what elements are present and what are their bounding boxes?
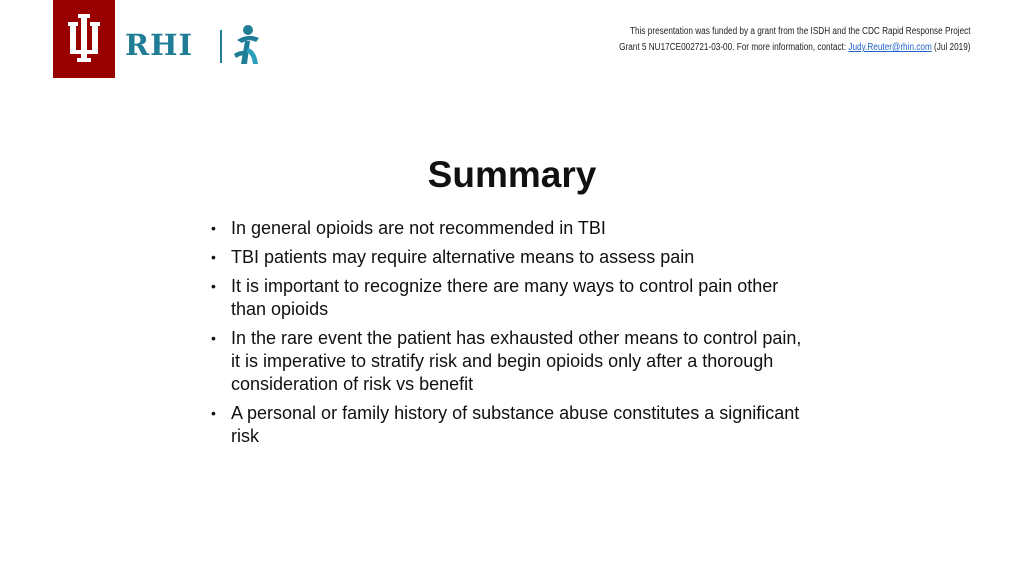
bullet-text: TBI patients may require alternative means to assess pain	[231, 247, 695, 267]
bullet-text: In the rare event the patient has exhausted other means to control pain, it is imperative to stratify risk and begin opioids only after a thorough consideration of risk vs benefit	[231, 328, 802, 394]
bullet-text: A personal or family history of substance abuse constitutes a significant risk	[231, 403, 800, 446]
rhi-divider	[220, 30, 222, 63]
slide-title: Summary	[427, 154, 597, 195]
bullet-item	[211, 275, 811, 321]
bullet-text: It is important to recognize there are many ways to control pain other than opioids	[231, 276, 779, 319]
bullet-text: In general opioids are not recommended in TBI	[231, 218, 606, 238]
iu-trident-logo	[53, 0, 115, 78]
bullet-item	[211, 217, 811, 240]
funding-line-1: This presentation was funded by a grant from the ISDH and the CDC Rapid Response Project	[630, 26, 971, 37]
bullet-item	[211, 246, 811, 269]
bullet-list	[211, 217, 811, 454]
contact-email-link[interactable]: Judy.Reuter@rhin.com	[848, 42, 933, 53]
rhi-wordmark: RHI	[125, 28, 194, 62]
trident-icon	[64, 10, 104, 68]
bullet-marker: •	[211, 220, 216, 236]
funding-line-2	[620, 40, 971, 56]
bullet-marker: •	[211, 330, 216, 346]
funding-grant-text: Grant 5 NU17CE002721-03-00. For more information, contact:	[619, 42, 849, 53]
bullet-item	[211, 402, 811, 448]
bullet-item	[211, 327, 811, 396]
rhi-figure-logo	[228, 24, 266, 66]
bullet-marker: •	[211, 405, 216, 421]
bullet-marker: •	[211, 249, 216, 265]
bullet-marker: •	[211, 278, 216, 294]
funding-notice	[620, 24, 971, 56]
funding-date: (Jul 2019)	[932, 42, 971, 53]
